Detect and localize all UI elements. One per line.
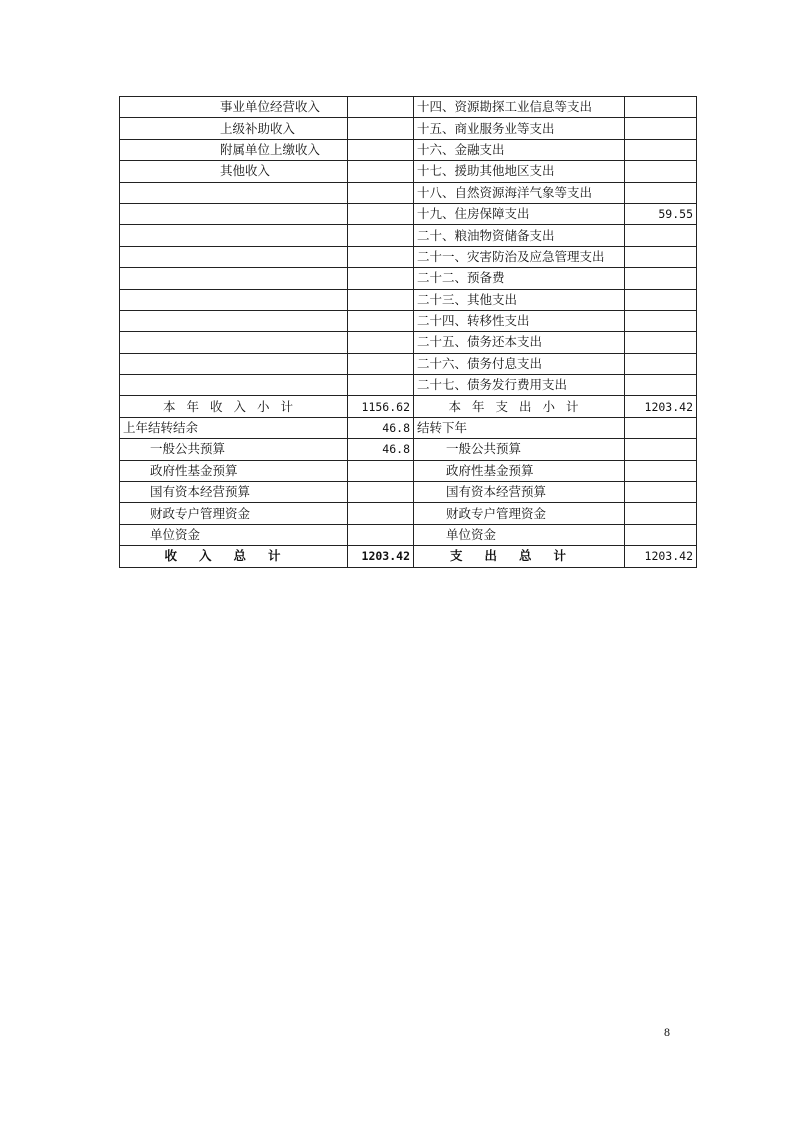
carry-in-label: 上年结转结余 [120,417,348,438]
income-item: 事业单位经营收入 [120,97,348,118]
table-row [120,225,697,246]
table-row [120,524,697,545]
carry-in-item-amount [348,503,414,524]
expense-amount [625,268,697,289]
income-item [120,353,348,374]
carry-in-item-amount: 46.8 [348,439,414,460]
table-row [120,375,697,396]
income-item [120,268,348,289]
expense-amount [625,246,697,267]
expense-amount [625,310,697,331]
expense-subtotal-amount: 1203.42 [625,396,697,417]
income-amount [348,268,414,289]
expense-amount [625,161,697,182]
expense-amount [625,353,697,374]
carry-out-amount [625,417,697,438]
expense-item: 二十六、债务付息支出 [414,353,625,374]
income-item [120,203,348,224]
table-row [120,353,697,374]
income-amount [348,182,414,203]
table-row [120,203,697,224]
expense-amount [625,118,697,139]
income-total-amount: 1203.42 [348,546,414,567]
carry-out-item: 国有资本经营预算 [414,482,625,503]
income-amount [348,310,414,331]
table-row [120,332,697,353]
carry-out-item-amount [625,503,697,524]
carry-in-amount: 46.8 [348,417,414,438]
table-row [120,268,697,289]
income-amount [348,246,414,267]
expense-item: 二十七、债务发行费用支出 [414,375,625,396]
table-row [120,289,697,310]
table-row [120,118,697,139]
income-amount [348,203,414,224]
income-item [120,332,348,353]
table-row [120,460,697,481]
expense-item: 十五、商业服务业等支出 [414,118,625,139]
table-row [120,246,697,267]
carry-out-label: 结转下年 [414,417,625,438]
expense-amount: 59.55 [625,203,697,224]
expense-subtotal-label: 本年支出小计 [414,396,625,417]
expense-amount [625,139,697,160]
carry-out-item: 政府性基金预算 [414,460,625,481]
expense-item: 二十、粮油物资储备支出 [414,225,625,246]
income-amount [348,139,414,160]
income-item [120,310,348,331]
expense-item: 二十五、债务还本支出 [414,332,625,353]
income-item [120,225,348,246]
expense-total-label: 支出总计 [414,546,625,567]
expense-amount [625,225,697,246]
table-row [120,310,697,331]
expense-total-amount: 1203.42 [625,546,697,567]
table-row [120,503,697,524]
income-amount [348,375,414,396]
income-item: 其他收入 [120,161,348,182]
carry-out-item-amount [625,482,697,503]
expense-amount [625,97,697,118]
table-row [120,482,697,503]
table-row [120,182,697,203]
carry-out-item-amount [625,439,697,460]
expense-item: 二十二、预备费 [414,268,625,289]
carry-out-item-amount [625,524,697,545]
expense-item: 二十三、其他支出 [414,289,625,310]
income-amount [348,97,414,118]
income-amount [348,118,414,139]
carry-out-item: 单位资金 [414,524,625,545]
carry-out-item-amount [625,460,697,481]
expense-item: 十七、援助其他地区支出 [414,161,625,182]
total-row [120,546,697,567]
carry-in-item: 政府性基金预算 [120,460,348,481]
carry-out-item: 财政专户管理资金 [414,503,625,524]
table-row [120,139,697,160]
income-amount [348,289,414,310]
carry-in-item-amount [348,524,414,545]
carry-in-item: 单位资金 [120,524,348,545]
subtotal-row [120,396,697,417]
income-subtotal-label: 本年收入小计 [120,396,348,417]
carry-row [120,417,697,438]
income-total-label: 收入总计 [120,546,348,567]
income-item [120,182,348,203]
expense-amount [625,289,697,310]
income-subtotal-amount: 1156.62 [348,396,414,417]
income-item [120,246,348,267]
expense-item: 十八、自然资源海洋气象等支出 [414,182,625,203]
income-item: 上级补助收入 [120,118,348,139]
table-row [120,439,697,460]
expense-amount [625,182,697,203]
expense-amount [625,332,697,353]
carry-in-item: 财政专户管理资金 [120,503,348,524]
income-amount [348,332,414,353]
carry-in-item: 国有资本经营预算 [120,482,348,503]
carry-in-item-amount [348,482,414,503]
expense-item: 十四、资源勘探工业信息等支出 [414,97,625,118]
income-item [120,375,348,396]
carry-in-item: 一般公共预算 [120,439,348,460]
expense-item: 十六、金融支出 [414,139,625,160]
table-row [120,97,697,118]
budget-table-container [119,96,696,568]
income-amount [348,161,414,182]
carry-in-item-amount [348,460,414,481]
carry-out-item: 一般公共预算 [414,439,625,460]
income-item [120,289,348,310]
expense-item: 二十一、灾害防治及应急管理支出 [414,246,625,267]
expense-item: 二十四、转移性支出 [414,310,625,331]
expense-item: 十九、住房保障支出 [414,203,625,224]
table-row [120,161,697,182]
budget-table [119,96,697,568]
income-amount [348,353,414,374]
income-amount [348,225,414,246]
income-item: 附属单位上缴收入 [120,139,348,160]
expense-amount [625,375,697,396]
page-number: 8 [664,1025,670,1039]
